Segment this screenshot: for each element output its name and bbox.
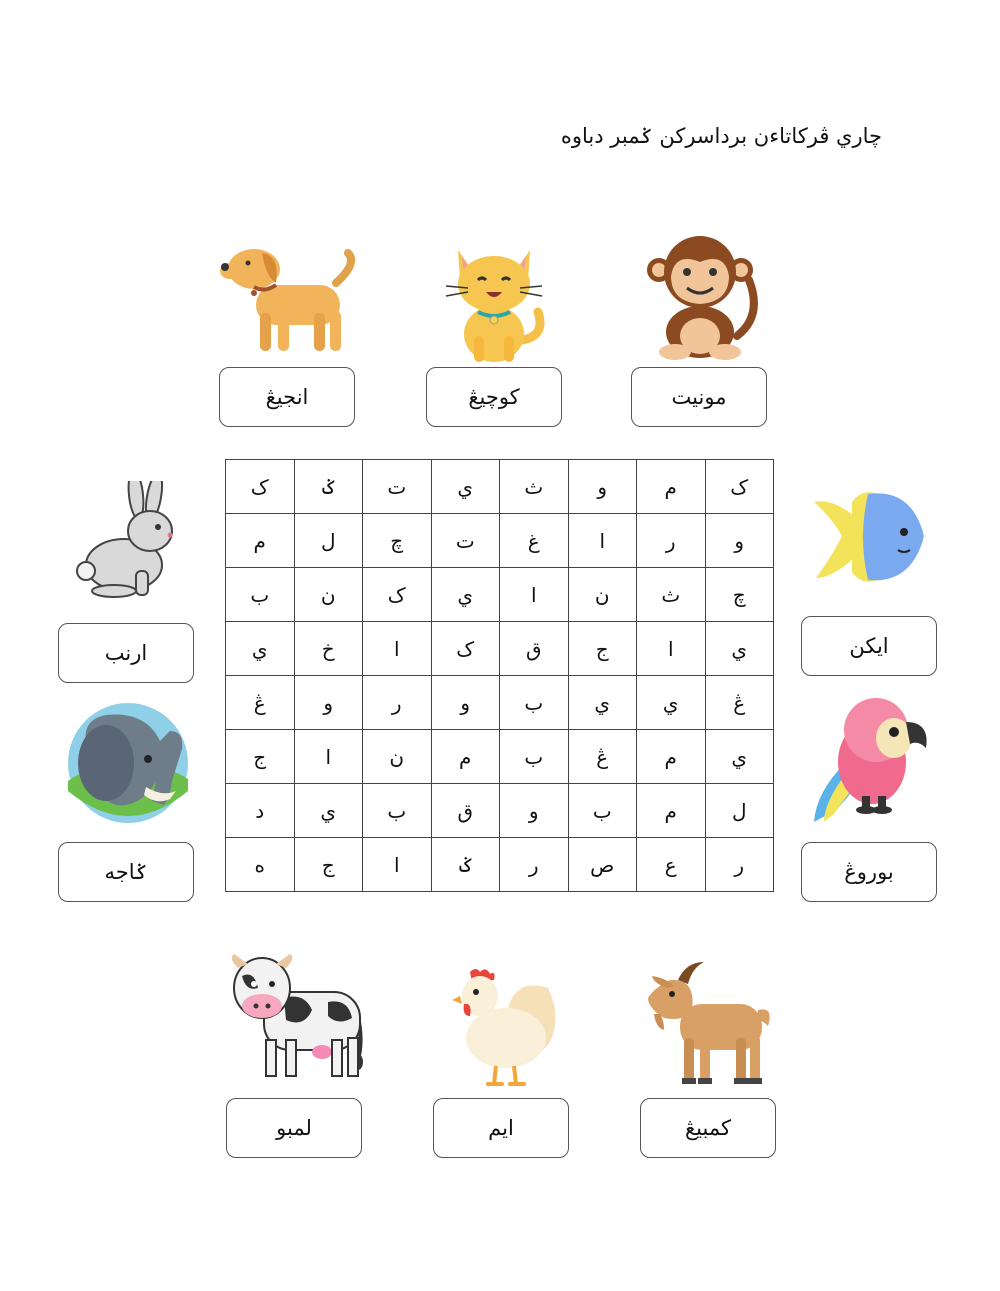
label-goat: کمبيڠ — [640, 1098, 776, 1158]
grid-cell[interactable]: و — [568, 460, 637, 514]
grid-row — [226, 730, 774, 784]
grid-cell[interactable]: ر — [363, 676, 432, 730]
grid-row — [226, 514, 774, 568]
grid-cell[interactable]: ڠ — [568, 730, 637, 784]
grid-cell[interactable]: ج — [568, 622, 637, 676]
grid-cell[interactable]: ن — [294, 568, 363, 622]
grid-cell[interactable]: ج — [226, 730, 295, 784]
grid-cell[interactable]: ي — [705, 730, 774, 784]
grid-cell[interactable]: ا — [363, 838, 432, 892]
grid-row — [226, 622, 774, 676]
grid-cell[interactable]: ا — [500, 568, 569, 622]
grid-cell[interactable]: ک — [705, 460, 774, 514]
grid-cell[interactable]: ي — [431, 460, 500, 514]
dog-icon — [218, 243, 358, 358]
grid-cell[interactable]: ک — [226, 460, 295, 514]
grid-cell[interactable]: ا — [363, 622, 432, 676]
grid-cell[interactable]: ي — [294, 784, 363, 838]
grid-cell[interactable]: م — [637, 460, 706, 514]
grid-cell[interactable]: و — [431, 676, 500, 730]
rabbit-icon — [74, 481, 180, 598]
label-cow: لمبو — [226, 1098, 362, 1158]
grid-cell[interactable]: م — [431, 730, 500, 784]
grid-cell[interactable]: ݢ — [431, 838, 500, 892]
grid-cell[interactable]: ل — [294, 514, 363, 568]
grid-row — [226, 784, 774, 838]
grid-cell[interactable]: ي — [431, 568, 500, 622]
grid-cell[interactable]: ث — [500, 460, 569, 514]
grid-cell[interactable]: و — [294, 676, 363, 730]
grid-row — [226, 838, 774, 892]
grid-cell[interactable]: غ — [500, 514, 569, 568]
elephant-icon — [66, 701, 190, 825]
label-fish: ايکن — [801, 616, 937, 676]
grid-cell[interactable]: ه — [226, 838, 295, 892]
grid-cell[interactable]: د — [226, 784, 295, 838]
grid-cell[interactable]: ر — [705, 838, 774, 892]
grid-cell[interactable]: ص — [568, 838, 637, 892]
grid-cell[interactable]: ا — [568, 514, 637, 568]
grid-cell[interactable]: ڠ — [705, 676, 774, 730]
grid-cell[interactable]: ر — [500, 838, 569, 892]
grid-cell[interactable]: خ — [294, 622, 363, 676]
bird-icon — [806, 692, 930, 826]
grid-cell[interactable]: ل — [705, 784, 774, 838]
grid-cell[interactable]: ق — [431, 784, 500, 838]
grid-cell[interactable]: ج — [294, 838, 363, 892]
grid-cell[interactable]: ي — [637, 676, 706, 730]
grid-cell[interactable]: ع — [637, 838, 706, 892]
grid-cell[interactable]: م — [637, 730, 706, 784]
grid-cell[interactable]: ت — [431, 514, 500, 568]
grid-cell[interactable]: ا — [294, 730, 363, 784]
grid-cell[interactable]: ن — [363, 730, 432, 784]
grid-cell[interactable]: ڠ — [226, 676, 295, 730]
word-search-grid — [225, 459, 774, 892]
grid-cell[interactable]: م — [226, 514, 295, 568]
grid-cell[interactable]: ي — [226, 622, 295, 676]
grid-row — [226, 568, 774, 622]
grid-cell[interactable]: ر — [637, 514, 706, 568]
grid-cell[interactable]: ب — [500, 730, 569, 784]
grid-cell[interactable]: ي — [568, 676, 637, 730]
grid-cell[interactable]: ث — [637, 568, 706, 622]
grid-cell[interactable]: ي — [705, 622, 774, 676]
grid-cell[interactable]: ن — [568, 568, 637, 622]
grid-cell[interactable]: ق — [500, 622, 569, 676]
grid-cell[interactable]: ب — [226, 568, 295, 622]
label-elephant: ݢاجه — [58, 842, 194, 902]
grid-cell[interactable]: ک — [431, 622, 500, 676]
label-dog: انجيڠ — [219, 367, 355, 427]
grid-cell[interactable]: و — [500, 784, 569, 838]
cat-icon — [442, 240, 546, 365]
label-rabbit: ارنب — [58, 623, 194, 683]
grid-cell[interactable]: و — [705, 514, 774, 568]
grid-row — [226, 676, 774, 730]
grid-cell[interactable]: چ — [363, 514, 432, 568]
page-title: چاري ڤرکاتاءن برداسرکن ݢمبر دباوه — [560, 124, 882, 148]
grid-cell[interactable]: ب — [568, 784, 637, 838]
grid-cell[interactable]: چ — [705, 568, 774, 622]
label-chicken: ايم — [433, 1098, 569, 1158]
grid-row — [226, 460, 774, 514]
label-cat: کوچيڠ — [426, 367, 562, 427]
label-bird: بوروڠ — [801, 842, 937, 902]
chicken-icon — [452, 966, 562, 1088]
label-monkey: مونيت — [631, 367, 767, 427]
fish-icon — [812, 488, 926, 586]
monkey-icon — [645, 236, 760, 362]
grid-cell[interactable]: م — [637, 784, 706, 838]
grid-cell[interactable]: ت — [363, 460, 432, 514]
grid-cell[interactable]: ا — [637, 622, 706, 676]
grid-cell[interactable]: ݢ — [294, 460, 363, 514]
cow-icon — [224, 948, 372, 1084]
grid-cell[interactable]: ب — [363, 784, 432, 838]
goat-icon — [640, 958, 774, 1088]
grid-cell[interactable]: ب — [500, 676, 569, 730]
grid-cell[interactable]: ک — [363, 568, 432, 622]
